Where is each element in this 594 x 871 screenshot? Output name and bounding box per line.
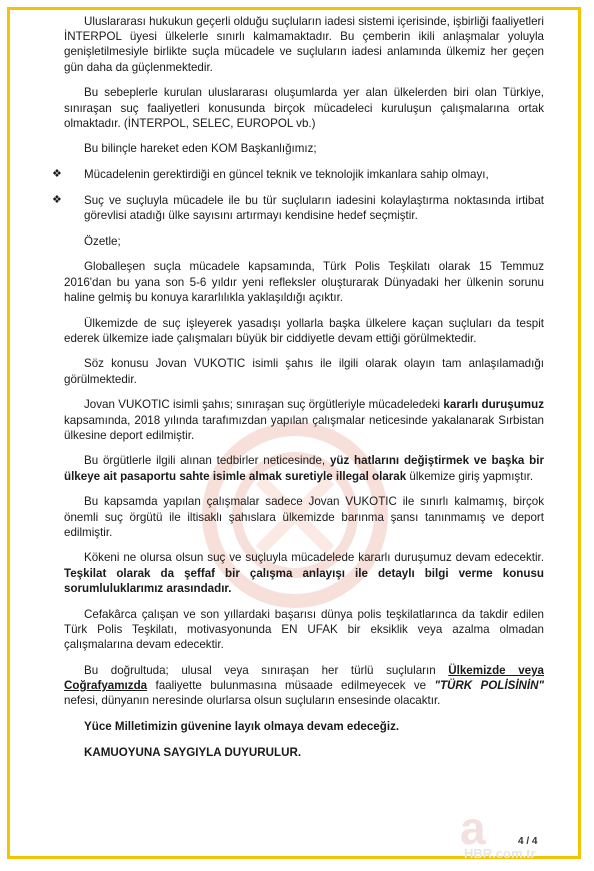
bullet-text-2: Suç ve suçluyla mücadele ile bu tür suçluların iadesini kolaylaştırma noktasında irtibat görevlisi atadığı ülke sayısını artırmayı kendisine hedef seçmiştir. [84,193,544,223]
text-run: Bu doğrultuda; ulusal veya sınıraşan her türlü suçluların [84,663,449,677]
page-number: 4 / 4 [518,836,538,847]
paragraph-10: Bu kapsamda yapılan çalışmalar sadece Jovan VUKOTIC ile sınırlı kalmamış, birçok önemli suç örgütü ile iltisaklı şahıslara ülkemizde barınma şansı tanınmamış ve deport edilmiştir. [64,495,544,539]
paragraph-13 [64,663,544,709]
hbr-watermark-text: HBR.com.tr [464,846,536,861]
text-run: nefesi, dünyanın neresinde olurlarsa olsun suçluların ensesinde olacaktır. [64,694,441,708]
paragraph-11 [64,550,544,596]
paragraph-14 [64,719,544,734]
bold-underlined-run: Ülkemizde veya Coğrafyamızda [64,663,544,692]
bold-run: KAMUOYUNA SAYGIYLA DUYURULUR. [84,745,302,759]
paragraph-3: Bu bilinçle hareket eden KOM Başkanlığımız; [84,142,317,156]
paragraph-6: Ülkemizde de suç işleyerek yasadışı yollarla başka ülkelere kaçan suçluları da tespit ederek ülkemize iade çalışmaları büyük bir ciddiyetle devam ettiği görülmektedir. [64,316,544,345]
paragraph-1: Uluslararası hukukun geçerli olduğu suçluların iadesi sistemi içerisinde, işbirliği faaliyetleri İNTERPOL üyesi ülkelerle sınırlı kalmamaktadır. Bu çemberin ikili anlaşmalar yoluyla genişletilmesiyle birlikte suçla mücadele ve suçluların iadesi anlamında ülkemiz her geçen gün daha da güçlenmektedir. [64,15,544,74]
bold-run: Yüce Milletimizin güvenine layık olmaya devam edeceğiz. [84,719,400,733]
bullet-text-1: Mücadelenin gerektirdiği en güncel teknik ve teknolojik imkanlara sahip olmayı, [84,168,489,182]
paragraph-4: Özetle; [84,234,121,248]
text-run: ülkemize giriş yapmıştır. [406,469,534,483]
bold-run: "TÜRK POLİSİNİN" [434,678,545,692]
diamond-bullet-icon: ❖ [52,168,62,181]
bold-run: kararlı duruşumuz [443,398,544,412]
bold-run: Teşkilat olarak da şeffaf bir çalışma anlayışı ile detaylı bilgi verme konusu sorumluluklarımız arasındadır. [64,566,544,595]
text-run: faaliyette bulunmasına müsaade edilmeyecek ve [147,678,435,692]
text-run: Kökeni ne olursa olsun suç ve suçluyla mücadelede kararlı duruşumuz devam edecektir. [84,551,544,565]
paragraph-9 [64,453,544,483]
svg-text:a: a [460,802,486,854]
paragraph-12: Cefakârca çalışan ve son yıllardaki başarısı dünya polis teşkilatlarınca da takdir edilen Türk Polis Teşkilatı, motivasyonunda EN UFAK bir eksiklik veya azalma olmadan çalışmalarına devam edecektir. [64,607,544,651]
paragraph-15 [64,745,544,760]
bullet-item-1 [52,167,544,182]
hbr-logo-watermark [452,800,582,862]
text-run: kapsamında, 2018 yılında tarafımızdan yapılan çalışmalar neticesinde yakalanarak Sırbistan ülkesine deport edilmiştir. [64,413,544,442]
bold-run: yüz hatlarını değiştirmek ve başka bir ülkeye ait pasaportu sahte isimle almak suretiyle illegal olarak [64,454,544,483]
paragraph-8 [64,397,544,443]
paragraph-5: Globalleşen suçla mücadele kapsamında, Türk Polis Teşkilatı olarak 15 Temmuz 2016'dan bu yana son 5-6 yıldır yeni refleksler oluşturarak Dünyadaki her ülkenin sorunu haline gelmiş bu konuya kararlılıkla yaklaşıldığı açıktır. [64,260,544,304]
paragraph-2: Bu sebeplerle kurulan uluslararası oluşumlarda yer alan ülkelerden biri olan Türkiye, sınıraşan suç faaliyetleri konusunda birçok mücadeleci kuruluşun çalışmalarına ortak olmaktadır. (İNTERPOL, SELEC, EUROPOL vb.) [64,86,544,130]
press-release-body [52,14,545,770]
text-run: Bu örgütlerle ilgili alınan tedbirler neticesinde, [84,454,330,468]
bullet-item-2 [52,193,544,223]
text-run: Jovan VUKOTIC isimli şahıs; sınıraşan suç örgütleriyle mücadeledeki [84,398,444,412]
diamond-bullet-icon: ❖ [52,193,62,206]
paragraph-7: Söz konusu Jovan VUKOTIC isimli şahıs ile ilgili olarak olayın tam anlaşılamadığı görülmektedir. [64,357,544,386]
